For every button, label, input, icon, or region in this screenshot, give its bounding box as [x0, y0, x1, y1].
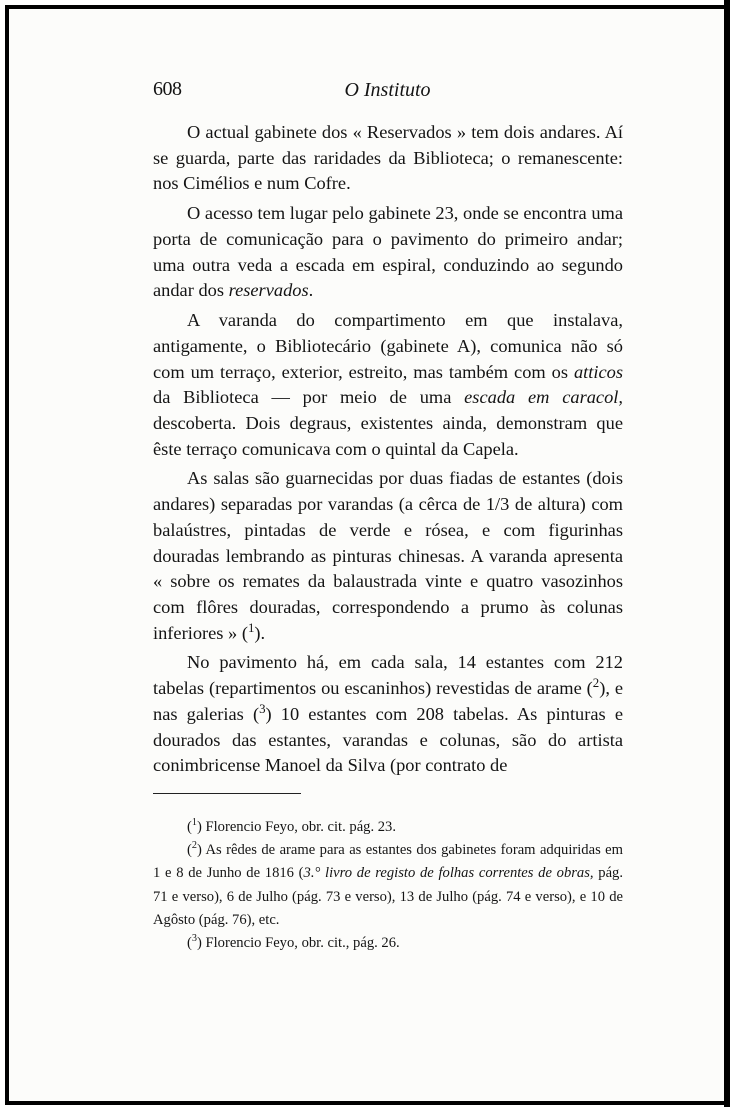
footnote-3: ($^3$) Florencio Feyo, obr. cit., pág. 26. [187, 933, 400, 952]
running-title: O Instituto [344, 79, 431, 101]
paragraph-text: No pavimento há, em cada sala, 14 estantes com 212 tabelas (repartimentos ou escaninhos) revestidas de arame ( [153, 652, 623, 699]
body-text [153, 120, 623, 779]
footnote-marker: 1 [191, 817, 197, 829]
footnote-1: ($^1$) Florencio Feyo, obr. cit. pág. 23. [187, 817, 397, 835]
paragraph-pavimento [153, 650, 623, 779]
paragraph-italic: atticos [573, 361, 623, 382]
paragraph-text: ). [254, 622, 266, 643]
footnote-2: ($^2$) As rêdes de arame para as estantes dos gabinetes foram adquiridas em 1 e 8 de Junho de 1816 (3.° livro de registo de folhas correntes de obras, pág. 71 e verso), 6 de Julho (pág. 73 e verso), 13 de Julho (pág. 74 e verso), e 10 de Agôsto (pág. 76), etc. [153, 840, 624, 928]
paragraph-italic: escada em caracol, [464, 387, 623, 408]
footnote-text: As rêdes de arame para as estantes dos gabinetes foram adquiridas em 1 e 8 de Junho de 1816 ( [153, 842, 624, 882]
page-number: 608 [153, 78, 182, 100]
paragraph-salas [153, 466, 623, 646]
paragraph-italic: reservados [228, 280, 309, 301]
footnote-text: pág. 71 e verso), 6 de Julho (pág. 73 e verso), 13 de Julho (pág. 74 e verso), e 10 de Agôsto (pág. 76), etc. [153, 865, 623, 928]
paragraph-text: da Biblioteca — por meio de uma [153, 387, 465, 408]
scan-edge [724, 0, 730, 1107]
footnote-separator [153, 793, 301, 794]
paragraph-varanda [153, 308, 623, 462]
footnote-reference[interactable]: 1 [247, 620, 255, 635]
paragraph-text: ), e nas galerias ( [153, 678, 624, 724]
footnote-marker: 2 [191, 840, 197, 852]
footnote-reference[interactable]: 2 [592, 676, 600, 691]
paragraph-text: ) 10 estantes com 208 tabelas. As pinturas e dourados das estantes, varandas e colunas, são do artista conimbricense Manoel da Silva (por contrato de [153, 703, 623, 776]
paragraph-text: O actual gabinete dos « Reservados » tem dois andares. Aí se guarda, parte das raridades da Biblioteca; o remanescente: nos Cimélios e num Cofre. [153, 122, 623, 194]
paragraph-text: descoberta. Dois degraus, existentes ainda, demonstram que êste terraço comunicava com o quintal da Capela. [153, 412, 623, 459]
paragraph-text: . [308, 280, 314, 301]
footnote-text: Florencio Feyo, obr. cit., pág. 26. [205, 935, 400, 952]
paragraph-text: O acesso tem lugar pelo gabinete 23, onde se encontra uma porta de comunicação para o pavimento do primeiro andar; uma outra veda a escada em espiral, conduzindo ao segundo andar dos [153, 203, 623, 301]
paragraph-text: As salas são guarnecidas por duas fiadas de estantes (dois andares) separadas por varandas (a cêrca de 1/3 de altura) com balaústres, pintadas de verde e rósea, e com figurinhas douradas lembrando as pinturas chinesas. A varanda apresenta « sobre os remates da balaustrada vinte e quatro vasozinhos com flôres douradas, correspondendo a prumo às colunas inferiores » ( [153, 468, 623, 643]
page-header [150, 78, 625, 108]
paragraph-acesso [153, 201, 623, 304]
footnote-text: Florencio Feyo, obr. cit. pág. 23. [205, 819, 397, 835]
footnote-reference[interactable]: 3 [259, 701, 266, 716]
paragraph-reservados [153, 120, 623, 197]
footnote-marker: 3 [191, 933, 197, 945]
footnotes [153, 816, 623, 955]
paragraph-text: A varanda do compartimento em que instalava, antigamente, o Bibliotecário (gabinete A), comunica não só com um terraço, exterior, estreito, mas também com os [153, 310, 623, 382]
footnote-italic: 3.° livro de registo de folhas correntes de obras, [303, 865, 594, 882]
